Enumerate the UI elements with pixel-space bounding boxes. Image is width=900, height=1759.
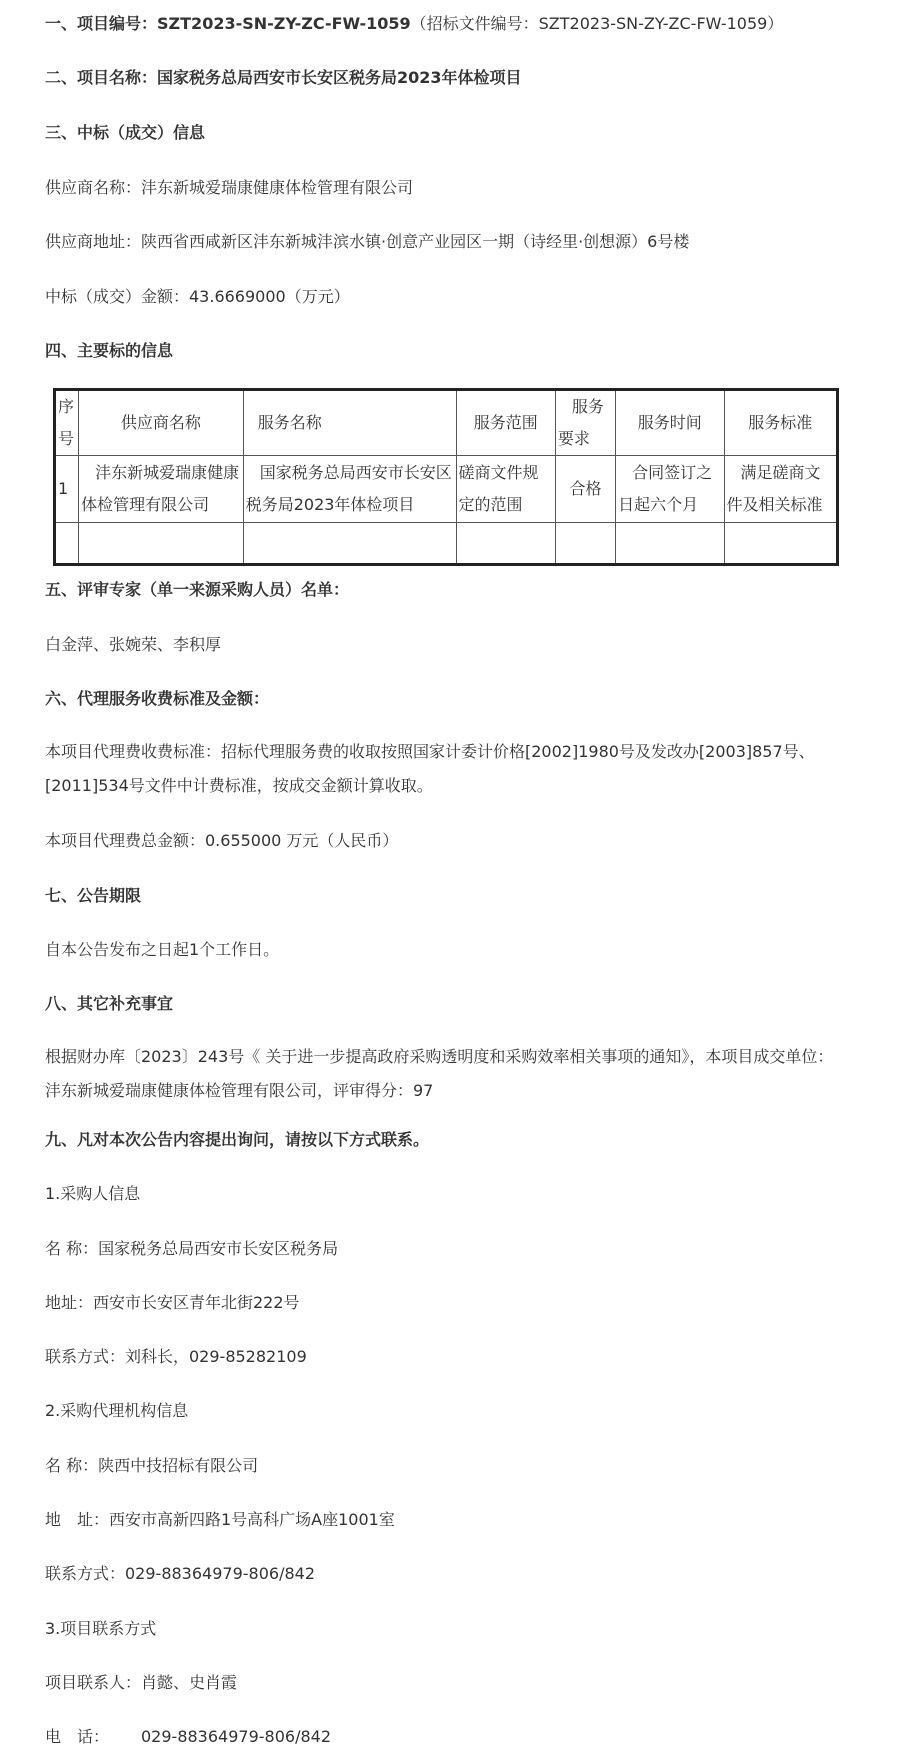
header-service-name: 服务名称 bbox=[243, 390, 456, 456]
table-row-empty bbox=[55, 522, 838, 564]
empty-cell bbox=[724, 522, 837, 564]
empty-cell bbox=[616, 522, 724, 564]
purchaser-name: 名 称：国家税务总局西安市长安区税务局 bbox=[45, 1239, 339, 1258]
cell-supplier: 沣东新城爱瑞康健康体检管理有限公司 bbox=[79, 456, 244, 522]
agency-fee-total: 本项目代理费总金额：0.655000 万元（人民币） bbox=[45, 831, 399, 850]
table-header-row bbox=[55, 390, 838, 456]
agency-contact: 联系方式：029-88364979-806/842 bbox=[45, 1564, 315, 1583]
project-number-label: 一、项目编号： bbox=[45, 14, 158, 33]
cell-no: 1 bbox=[55, 456, 79, 522]
empty-cell bbox=[243, 522, 456, 564]
phone-value: 029-88364979-806/842 bbox=[141, 1727, 331, 1746]
cell-time: 合同签订之日起六个月 bbox=[616, 456, 724, 522]
header-time: 服务时间 bbox=[616, 390, 724, 456]
project-name-value: 国家税务总局西安市长安区税务局2023年体检项目 bbox=[157, 68, 522, 87]
supplier-name: 供应商名称：沣东新城爱瑞康健康体检管理有限公司 bbox=[45, 178, 414, 197]
project-number-line bbox=[45, 12, 783, 36]
cell-scope: 磋商文件规定的范围 bbox=[456, 456, 555, 522]
project-contact-title: 3.项目联系方式 bbox=[45, 1619, 157, 1638]
contact-heading: 九、凡对本次公告内容提出询问，请按以下方式联系。 bbox=[45, 1130, 430, 1149]
notice-period-heading: 七、公告期限 bbox=[45, 886, 142, 905]
cell-standard: 满足磋商文件及相关标准 bbox=[724, 456, 837, 522]
project-contact-people: 项目联系人：肖懿、史肖霞 bbox=[45, 1673, 238, 1692]
empty-cell bbox=[55, 522, 79, 564]
agency-fee-standard: 本项目代理费收费标准：招标代理服务费的收取按照国家计委计价格[2002]1980号及发改办[2003]857号、[2011]534号文件中计费标准，按成交金额计算收取。 bbox=[45, 742, 815, 795]
agency-name: 名 称：陕西中技招标有限公司 bbox=[45, 1456, 259, 1475]
agency-address: 地 址：西安市高新四路1号高科广场A座1001室 bbox=[45, 1510, 395, 1529]
agency-title: 2.采购代理机构信息 bbox=[45, 1401, 189, 1420]
project-name-label: 二、项目名称： bbox=[45, 68, 158, 87]
project-number-value: SZT2023-SN-ZY-ZC-FW-1059 bbox=[157, 14, 411, 33]
purchaser-address: 地址：西安市长安区青年北街222号 bbox=[45, 1293, 300, 1312]
agency-fee-heading: 六、代理服务收费标准及金额： bbox=[45, 689, 270, 708]
supplementary-heading: 八、其它补充事宜 bbox=[45, 994, 174, 1013]
award-amount: 中标（成交）金额：43.6669000（万元） bbox=[45, 287, 350, 306]
empty-cell bbox=[79, 522, 244, 564]
experts-heading: 五、评审专家（单一来源采购人员）名单： bbox=[45, 580, 350, 599]
award-info-heading: 三、中标（成交）信息 bbox=[45, 123, 206, 142]
experts-list: 白金萍、张婉荣、李积厚 bbox=[45, 635, 222, 654]
tender-doc-number: （招标文件编号：SZT2023-SN-ZY-ZC-FW-1059） bbox=[410, 14, 784, 33]
main-subject-table bbox=[53, 388, 839, 566]
supplementary-text: 根据财办库〔2023〕243号《 关于进一步提高政府采购透明度和采购效率相关事项的通知》，本项目成交单位：沣东新城爱瑞康健康体检管理有限公司，评审得分：97 bbox=[45, 1047, 834, 1100]
header-no: 序号 bbox=[55, 390, 79, 456]
empty-cell bbox=[555, 522, 615, 564]
phone-label: 电 话： bbox=[45, 1727, 110, 1746]
notice-period-value: 自本公告发布之日起1个工作日。 bbox=[45, 940, 280, 959]
empty-cell bbox=[456, 522, 555, 564]
supplier-address: 供应商地址：陕西省西咸新区沣东新城沣滨水镇·创意产业园区一期（诗经里·创想源）6号楼 bbox=[45, 232, 690, 251]
project-name-line bbox=[45, 66, 522, 90]
cell-requirement: 合格 bbox=[555, 456, 615, 522]
cell-service-name: 国家税务总局西安市长安区税务局2023年体检项目 bbox=[243, 456, 456, 522]
header-standard: 服务标准 bbox=[724, 390, 837, 456]
header-scope: 服务范围 bbox=[456, 390, 555, 456]
main-subject-heading: 四、主要标的信息 bbox=[45, 341, 174, 360]
purchaser-contact: 联系方式：刘科长，029-85282109 bbox=[45, 1347, 307, 1366]
project-contact-phone-line bbox=[45, 1725, 331, 1749]
purchaser-title: 1.采购人信息 bbox=[45, 1184, 141, 1203]
table-row bbox=[55, 456, 838, 522]
header-supplier: 供应商名称 bbox=[79, 390, 244, 456]
header-requirement: 服务要求 bbox=[555, 390, 615, 456]
